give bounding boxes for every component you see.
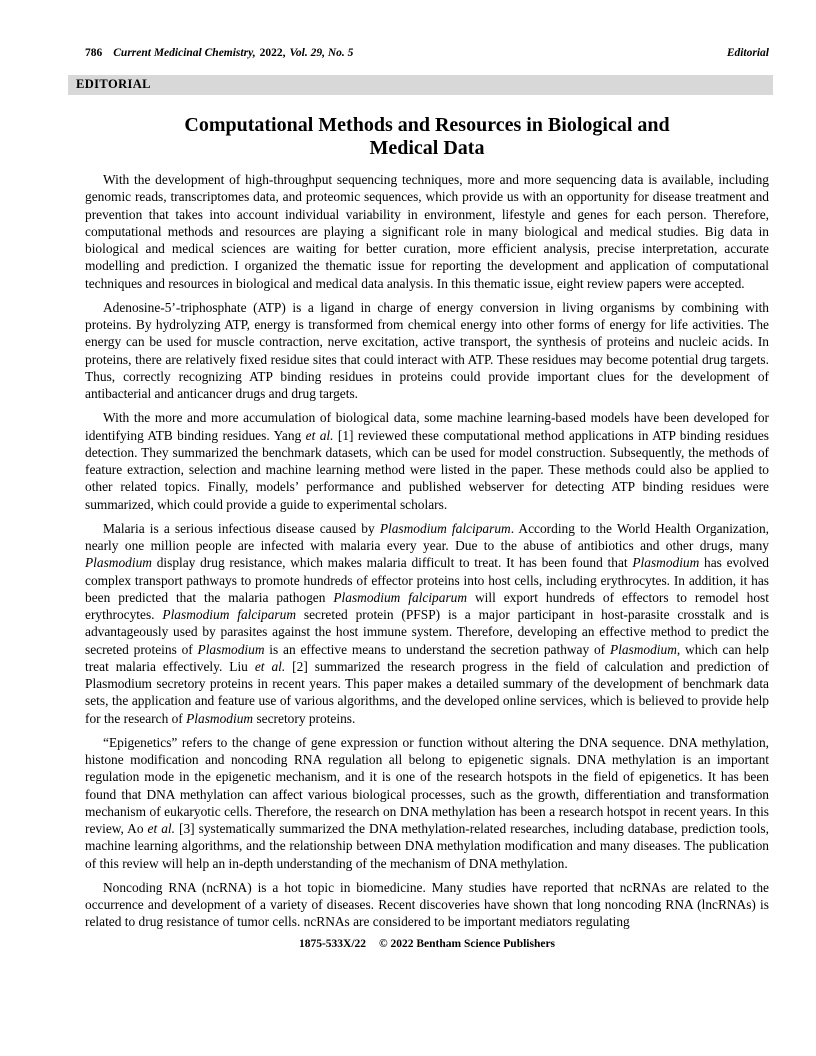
journal-citation: [85, 46, 357, 60]
page-number: 786: [85, 47, 103, 59]
journal-name: Current Medicinal Chemistry,: [113, 47, 256, 59]
paragraph-malaria: Malaria is a serious infectious disease caused by Plasmodium falciparum. According to the World Health Organization, nearly one million people are infected with malaria every year. Due to the abuse of antibiotics and other drugs, many Plasmodium display drug resistance, which makes malaria difficult to treat. It has been found that Plasmodium has evolved complex transport pathways to promote hundreds of effector proteins into host cells, including erythrocytes. In addition, it has been predicted that the malaria pathogen Plasmodium falciparum will export hundreds of effectors to remodel host erythrocytes. Plasmodium falciparum secreted protein (PFSP) is a major participant in host-parasite crosstalk and is advantageously used by parasites against the host immune system. Therefore, developing an effective method to predict the secreted proteins of Plasmodium is an effective means to understand the secretion pathway of Plasmodium, which can help treat malaria effectively. Liu et al. [2] summarized the research progress in the field of calculation and prediction of Plasmodium secretory proteins in recent years. This paper makes a detailed summary of the development of benchmark data sets, the application and feature use of various algorithms, and the developed online services, which is believed to provide help for the research of Plasmodium secretory proteins.: [85, 520, 769, 726]
paragraph-atp: Adenosine-5’-triphosphate (ATP) is a ligand in charge of energy conversion in living organisms by combining with proteins. By hydrolyzing ATP, energy is transformed from chemical energy into other forms of energy for life activities. The energy can be used for muscle contraction, nerve excitation, active transport, the synthesis of proteins and nucleic acids. In proteins, there are relatively fixed residue sites that could interact with ATP. These residues may become potential drug targets. Thus, correctly recognizing ATP binding residues in proteins could provide important clues for the development of antibacterial and anticancer drugs and drug targets.: [85, 299, 769, 401]
page-header: [85, 46, 769, 60]
paragraph-ncrna: Noncoding RNA (ncRNA) is a hot topic in biomedicine. Many studies have reported that ncRNAs are related to the occurrence and development of a variety of diseases. Recent discoveries have shown that long noncoding RNA (lncRNAs) is related to drug resistance of tumor cells. ncRNAs are considered to be important mediators regulating: [85, 879, 769, 930]
paragraph-atp-review: With the more and more accumulation of biological data, some machine learning-based models have been developed for identifying ATB binding residues. Yang et al. [1] reviewed these computational method applications in ATP binding residues detection. They summarized the benchmark datasets, which can be used for model construction. Subsequently, the methods of feature extraction, selection and machine learning method were listed in the paper. These methods could also be applied to other related topics. Finally, models’ performance and published webserver for detecting ATP binding residues were summarized, which could provide a guide to experimental scholars.: [85, 410, 770, 512]
section-label-bar: [68, 75, 773, 95]
running-title: Editorial: [726, 47, 769, 59]
paragraph-intro: With the development of high-throughput sequencing techniques, more and more sequencing data is available, including genomic reads, transcriptomes data, and proteomic sequences, which provide us with an opportunity for disease treatment and prevention that takes into account individual variability in environment, lifestyle and genes for each person. Therefore, computational methods and resources are playing a significant role in many biological and medical studies. Big data in biological and medical sciences are waiting for better curation, more efficient analysis, precise interpretation, accurate modelling and prediction. I organized the thematic issue for reporting the development and application of computational techniques and resources in biological and medical data analysis. In this thematic issue, eight review papers were accepted.: [85, 172, 769, 291]
article-title-line2: Medical Data: [369, 137, 485, 159]
journal-volume: Vol. 29, No. 5: [289, 47, 354, 59]
article-title: [85, 114, 769, 160]
paragraph-epigenetics: “Epigenetics” refers to the change of gene expression or function without altering the DNA sequence. DNA methylation, histone modification and noncoding RNA regulation all belong to epigenetic signals. DNA methylation is an important regulation mode in the epigenetic mechanism, and it is one of the research hotspots in the field of epigenetics. It has been found that DNA methylation can affect various biological processes, such as the growth, differentiation and transformation mechanism of eukaryotic cells. Therefore, the research on DNA methylation has been a research hotspot in recent years. In this review, Ao et al. [3] systematically summarized the DNA methylation-related researches, including database, prediction tools, machine learning algorithms, and the relationship between DNA methylation modification and many diseases. The publication of this review will help an in-depth understanding of the mechanism of DNA methylation.: [85, 734, 769, 871]
article-body: [85, 171, 769, 931]
issn-code: 1875-533X/22: [298, 937, 367, 950]
journal-year: 2022,: [259, 47, 286, 59]
article-title-line1: Computational Methods and Resources in Biological and: [184, 114, 670, 136]
copyright-notice: © 2022 Bentham Science Publishers: [379, 937, 556, 950]
page-footer: [85, 938, 769, 950]
section-label: EDITORIAL: [76, 77, 151, 91]
